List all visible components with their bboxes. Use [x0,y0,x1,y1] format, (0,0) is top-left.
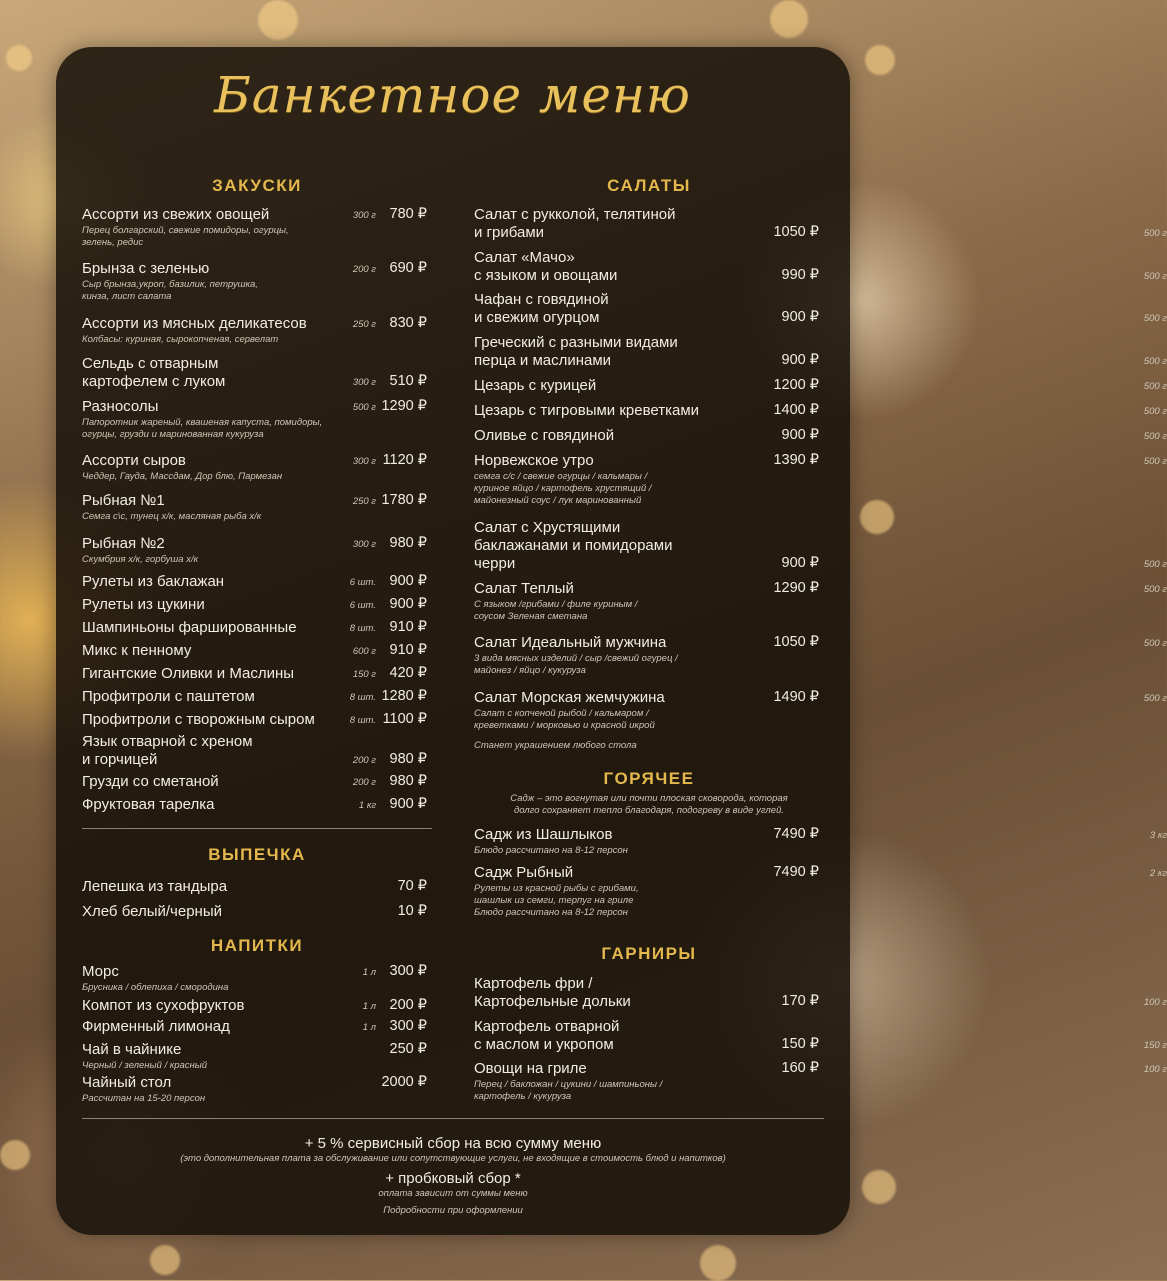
item-price: 830 ₽ [389,315,427,331]
corkage-note: оплата зависит от суммы меню [378,1188,528,1199]
item-price: 1280 ₽ [381,688,427,704]
item-description: Колбасы: куриная, сырокопченая, сервелат [82,334,279,345]
item-name: Картофель фри / Картофельные дольки [474,975,631,1010]
service-fee-note: (это дополнительная плата за обслуживание или сопутствующие услуги, не входящие в стоимость блюд и напитков) [180,1153,726,1164]
item-name: Салат с Хрустящими баклажанами и помидорами черри [474,519,673,572]
item-name: Цезарь с тигровыми креветками [474,402,700,419]
menu-item [82,773,427,792]
item-weight: 150 г [352,669,376,680]
section-title-vypechka: ВЫПЕЧКА [208,845,306,864]
menu-item [82,619,427,638]
menu-item [82,452,427,483]
item-name: Микс к пенному [82,642,192,659]
item-weight: 1 л [362,1022,376,1033]
item-name: Гигантские Оливки и Маслины [82,665,295,682]
item-price: 1290 ₽ [381,398,427,414]
section-title-zakuski: ЗАКУСКИ [212,176,302,195]
item-name: Салат Идеальный мужчина [474,634,667,651]
item-price: 1490 ₽ [773,689,819,705]
section-title-garniry: ГАРНИРЫ [601,944,697,963]
menu-item [82,260,427,303]
item-weight: 600 г [352,646,376,657]
item-price: 2000 ₽ [381,1074,427,1090]
menu-item [82,733,427,770]
item-weight: 500 г [1143,693,1167,704]
item-weight: 500 г [352,402,376,413]
item-weight: 100 г [1143,997,1167,1008]
item-name: Фирменный лимонад [82,1018,230,1035]
item-weight: 1 л [362,967,376,978]
menu-title: Банкетное меню [214,66,691,124]
item-price: 910 ₽ [389,619,427,635]
item-weight: 300 г [352,539,376,550]
item-name: Чафан с говядиной и свежим огурцом [474,291,609,326]
item-price: 900 ₽ [389,596,427,612]
item-description: Папоротник жареный, квашеная капуста, помидоры, огурцы, грузди и маринованная кукуруза [82,417,323,440]
item-price: 300 ₽ [389,963,427,979]
service-fee: + 5 % сервисный сбор на всю сумму меню [304,1135,602,1152]
item-name: Греческий с разными видами перца и маслинами [474,334,678,369]
item-name: Язык отварной с хреном и горчицей [82,733,253,768]
item-name: Норвежское утро [474,452,594,469]
menu-item [82,1074,427,1105]
item-weight: 300 г [352,456,376,467]
item-description: 3 вида мясных изделий / сыр /свежий огурец / майонез / яйцо / кукуруза [474,653,678,676]
item-weight: 200 г [352,264,376,275]
item-weight: 500 г [1143,456,1167,467]
menu-item [82,355,427,392]
item-name: Ассорти из мясных деликатесов [82,315,307,332]
item-price: 980 ₽ [389,773,427,789]
menu-item [82,665,427,684]
section-title-goryachee: ГОРЯЧЕЕ [603,769,695,788]
item-weight: 3 кг [1149,830,1167,841]
item-weight: 500 г [1143,406,1167,417]
item-price: 990 ₽ [781,267,819,283]
item-price: 900 ₽ [781,352,819,368]
item-name: Шампиньоны фаршированные [82,619,297,636]
item-description: Скумбрия х/к, горбуша х/к [82,554,199,565]
item-name: Чай в чайнике [82,1041,182,1058]
item-weight: 8 шт. [349,692,376,703]
item-price: 1100 ₽ [382,711,427,727]
item-description: семга с/с / свежие огурцы / кальмары / куриное яйцо / картофель хрустящий / майонезный соус / лук маринованный [474,471,652,506]
item-description: Блюдо рассчитано на 8-12 персон [474,845,628,856]
menu-item [474,826,1167,857]
menu-item [82,492,427,523]
item-name: Лепешка из тандыра [82,878,228,895]
item-price: 170 ₽ [781,993,819,1009]
menu-item [82,1041,427,1072]
item-weight: 500 г [1143,381,1167,392]
item-name: Брынза с зеленью [82,260,210,277]
item-price: 7490 ₽ [773,864,819,880]
menu-item [474,206,1167,243]
item-description: Перец болгарский, свежие помидоры, огурцы, зелень, редис [82,225,289,248]
menu-item [82,642,427,661]
menu-item [474,580,1167,623]
item-weight: 500 г [1143,638,1167,649]
menu-item [82,997,427,1016]
item-name: Чайный стол [82,1074,172,1091]
item-price: 900 ₽ [781,427,819,443]
corkage-fee: + пробковый сбор * [385,1170,521,1187]
item-weight: 200 г [352,777,376,788]
item-name: Рыбная №1 [82,492,165,509]
item-price: 70 ₽ [397,878,427,894]
item-price: 690 ₽ [389,260,427,276]
menu-item [82,596,427,615]
item-price: 780 ₽ [389,206,427,222]
item-name: Овощи на гриле [474,1060,587,1077]
menu-item [82,711,427,730]
menu-item [82,315,427,346]
item-name: Рулеты из баклажан [82,573,225,590]
menu-item [82,796,427,815]
menu-item [82,206,427,249]
item-price: 10 ₽ [397,903,427,919]
item-weight: 100 г [1143,1064,1167,1075]
item-price: 200 ₽ [389,997,427,1013]
menu-item [474,975,1167,1012]
item-name: Компот из сухофруктов [82,997,245,1014]
item-description: Рассчитан на 15-20 персон [82,1093,206,1104]
item-price: 1200 ₽ [773,377,819,393]
item-price: 1050 ₽ [773,634,819,650]
menu-item [82,535,427,566]
item-description: Перец / бакложан / цукини / шампиньоны / картофель / кукуруза [474,1079,663,1102]
item-description: Сыр брынза,укроп, базилик, петрушка, кинза, лист салата [82,279,258,302]
item-name: Морс [82,963,119,980]
item-name: Профитроли с паштетом [82,688,255,705]
item-price: 980 ₽ [389,535,427,551]
salad-note: Станет украшением любого стола [474,740,637,751]
item-weight: 8 шт. [349,623,376,634]
item-name: Фруктовая тарелка [82,796,215,813]
item-price: 980 ₽ [389,751,427,767]
item-price: 910 ₽ [389,642,427,658]
menu-item [82,903,427,922]
item-name: Цезарь с курицей [474,377,597,394]
item-description: Рулеты из красной рыбы с грибами, шашлык из семги, терпуг на гриле Блюдо рассчитано на 8-12 персон [474,883,639,918]
item-weight: 1 л [362,1001,376,1012]
menu-item [474,334,1167,371]
item-weight: 6 шт. [349,577,376,588]
item-price: 250 ₽ [389,1041,427,1057]
menu-item [474,519,1167,574]
item-weight: 2 кг [1149,868,1167,879]
item-name: Грузди со сметаной [82,773,219,790]
item-name: Картофель отварной с маслом и укропом [474,1018,620,1053]
item-weight: 300 г [352,210,376,221]
item-weight: 150 г [1143,1040,1167,1051]
item-name: Сельдь с отварным картофелем с луком [82,355,226,390]
item-name: Салат с рукколой, телятиной и грибами [474,206,676,241]
item-price: 160 ₽ [781,1060,819,1076]
item-weight: 500 г [1143,431,1167,442]
item-name: Салат «Мачо» с языком и овощами [474,249,618,284]
menu-item [474,452,1167,507]
item-weight: 500 г [1143,228,1167,239]
item-name: Оливье с говядиной [474,427,615,444]
item-weight: 200 г [352,755,376,766]
item-weight: 500 г [1143,559,1167,570]
item-description: Брусника / облепиха / смородина [82,982,229,993]
item-weight: 250 г [352,319,376,330]
menu-item [82,398,427,441]
item-name: Салат Морская жемчужина [474,689,665,706]
item-name: Рулеты из цукини [82,596,205,613]
item-name: Ассорти из свежих овощей [82,206,270,223]
item-description: Салат с копченой рыбой / кальмаром / креветками / морковью и красной икрой [474,708,655,731]
item-price: 1390 ₽ [773,452,819,468]
item-price: 1120 ₽ [382,452,427,468]
menu-item [474,427,1167,446]
item-name: Профитроли с творожным сыром [82,711,315,728]
item-price: 7490 ₽ [773,826,819,842]
item-price: 300 ₽ [389,1018,427,1034]
menu-item [474,377,1167,396]
item-weight: 500 г [1143,271,1167,282]
menu-item [82,878,427,897]
item-price: 1050 ₽ [773,224,819,240]
item-description: Чеддер, Гауда, Массдам, Дор блю, Пармезан [82,471,283,482]
item-price: 900 ₽ [781,555,819,571]
item-name: Садж Рыбный [474,864,574,881]
item-price: 510 ₽ [389,373,427,389]
item-price: 1290 ₽ [773,580,819,596]
item-name: Салат Теплый [474,580,574,597]
section-title-napitki: НАПИТКИ [210,936,304,955]
item-name: Ассорти сыров [82,452,186,469]
menu-item [82,688,427,707]
menu-item [474,291,1167,328]
item-price: 150 ₽ [781,1036,819,1052]
item-name: Рыбная №2 [82,535,165,552]
item-weight: 500 г [1143,584,1167,595]
menu-item [474,402,1167,421]
section-title-salaty: САЛАТЫ [607,176,691,195]
item-description: С языком /грибами / филе куриным / соусом Зеленая сметана [474,599,638,622]
menu-item [474,1018,1167,1055]
item-name: Хлеб белый/черный [82,903,222,920]
item-price: 900 ₽ [389,573,427,589]
menu-item [82,963,427,994]
item-name: Садж из Шашлыков [474,826,613,843]
item-weight: 8 шт. [349,715,376,726]
item-price: 1400 ₽ [773,402,819,418]
menu-item [474,864,1167,919]
item-price: 420 ₽ [389,665,427,681]
menu-item [82,1018,427,1037]
menu-item [474,634,1167,677]
bottom-divider [82,1118,824,1119]
item-name: Разносолы [82,398,159,415]
item-description: Черный / зеленый / красный [82,1060,208,1071]
item-weight: 500 г [1143,356,1167,367]
menu-item [474,1060,1167,1103]
item-weight: 500 г [1143,313,1167,324]
menu-item [474,689,1167,732]
item-price: 1780 ₽ [381,492,427,508]
goryachee-note: Садж – это вогнутая или почти плоская сковорода, которая долго сохраняет тепло благодаря, подогреву в виде углей. [510,793,788,816]
menu-item [82,573,427,592]
item-price: 900 ₽ [781,309,819,325]
item-weight: 1 кг [358,800,376,811]
item-weight: 250 г [352,496,376,507]
item-weight: 6 шт. [349,600,376,611]
item-description: Семга с\с, тунец х/к, масляная рыба х/к [82,511,262,522]
details-note: Подробности при оформлении [383,1205,523,1216]
left-divider [82,828,432,829]
item-weight: 300 г [352,377,376,388]
item-price: 900 ₽ [389,796,427,812]
menu-item [474,249,1167,286]
